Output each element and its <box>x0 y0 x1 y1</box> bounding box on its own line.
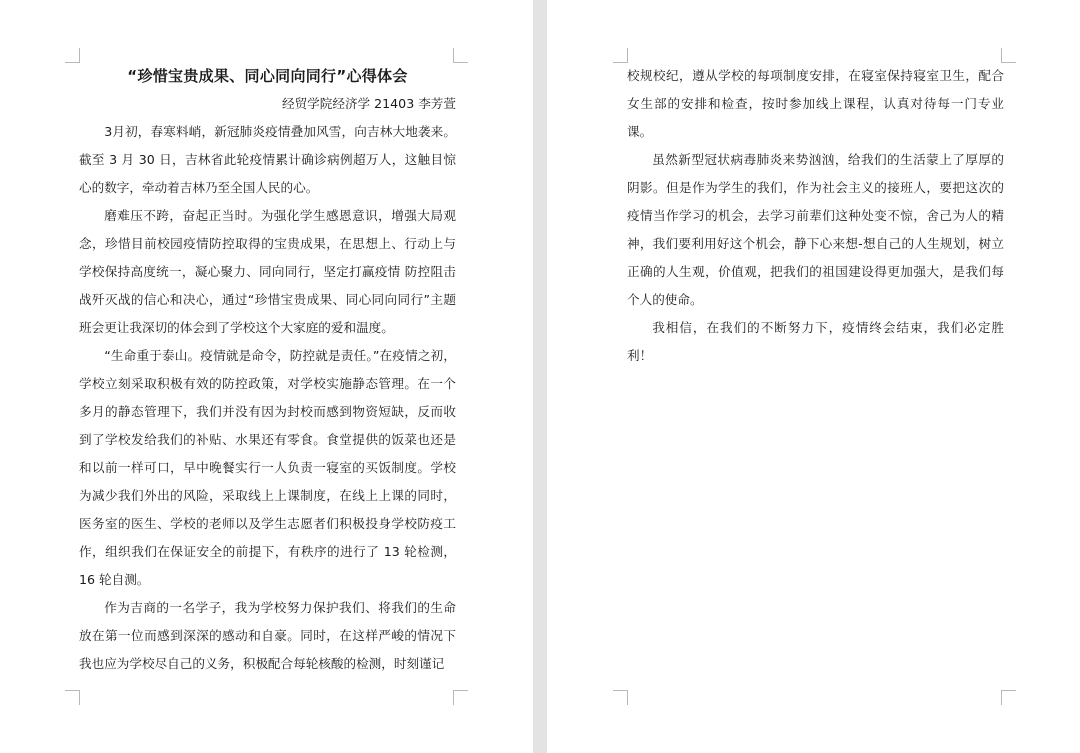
paragraph: 虽然新型冠状病毒肺炎来势汹汹，给我们的生活蒙上了厚厚的阴影。但是作为学生的我们，作为社会主义的接班人，要把这次的疫情当作学习的机会，去学习前辈们这种处变不惊，舍己为人的精神，我们要利用好这个机会，静下心来想-想自己的人生规划，树立正确的人生观，价值观，把我们的祖国建设得更加强大，是我们每个人的使命。 <box>627 152 1004 307</box>
paragraph: 磨难压不跨，奋起正当时。为强化学生感恩意识，增强大局观念，珍惜目前校园疫情防控取得的宝贵成果，在思想上、行动上与学校保持高度统一，凝心聚力、同向同行，坚定打赢疫情 防控阻击战歼灭战的信心和决心，通过“珍惜宝贵成果、同心同向同行”主题班会更让我深切的体会到了学校这个大家庭的爱和温度。 <box>79 208 456 335</box>
page-2-content[interactable] <box>627 62 1004 370</box>
paragraph-continued: 校规校纪，遵从学校的每项制度安排，在寝室保持寝室卫生，配合女生部的安排和检查，按时参加线上课程，认真对待每一门专业课。 <box>627 68 1004 139</box>
paragraph: 3月初，春寒料峭，新冠肺炎疫情叠加风雪，向吉林大地袭来。截至 3 月 30 日，吉林省此轮疫情累计确诊病例超万人，这触目惊心的数字，牵动着吉林乃至全国人民的心。 <box>79 124 456 195</box>
document-page-2 <box>547 0 1080 753</box>
paragraph: 作为吉商的一名学子，我为学校努力保护我们、将我们的生命放在第一位而感到深深的感动和自豪。同时，在这样严峻的情况下我也应为学校尽自己的义务，积极配合每轮核酸的检测，时刻谨记 <box>79 600 456 671</box>
paragraph: “生命重于泰山。疫情就是命令，防控就是责任。”在疫情之初，学校立刻采取积极有效的防控政策，对学校实施静态管理。在一个多月的静态管理下，我们并没有因为封校而感到物资短缺，反而收到了学校发给我们的补贴、水果还有零食。食堂提供的饭菜也还是和以前一样可口，早中晚餐实行一人负责一寝室的买饭制度。学校为减少我们外出的风险，采取线上上课制度，在线上上课的同时，医务室的医生、学校的老师以及学生志愿者们积极投身学校防疫工作，组织我们在保证安全的前提下，有秩序的进行了 13 轮检测，16 轮自测。 <box>79 348 456 587</box>
margin-mark-bottom-right <box>453 690 468 705</box>
margin-mark-top-left <box>65 48 80 63</box>
paragraph: 我相信，在我们的不断努力下，疫情终会结束，我们必定胜利！ <box>627 320 1004 363</box>
page-gutter <box>533 0 547 753</box>
margin-mark-top-right <box>1001 48 1016 63</box>
page-1-content[interactable] <box>79 62 456 678</box>
margin-mark-bottom-left <box>613 690 628 705</box>
margin-mark-bottom-right <box>1001 690 1016 705</box>
margin-mark-bottom-left <box>65 690 80 705</box>
margin-mark-top-right <box>453 48 468 63</box>
margin-mark-top-left <box>613 48 628 63</box>
document-author: 经贸学院经济学 21403 李芳萱 <box>281 96 456 111</box>
document-page-1 <box>0 0 533 753</box>
document-title: “珍惜宝贵成果、同心同向同行”心得体会 <box>127 67 408 85</box>
